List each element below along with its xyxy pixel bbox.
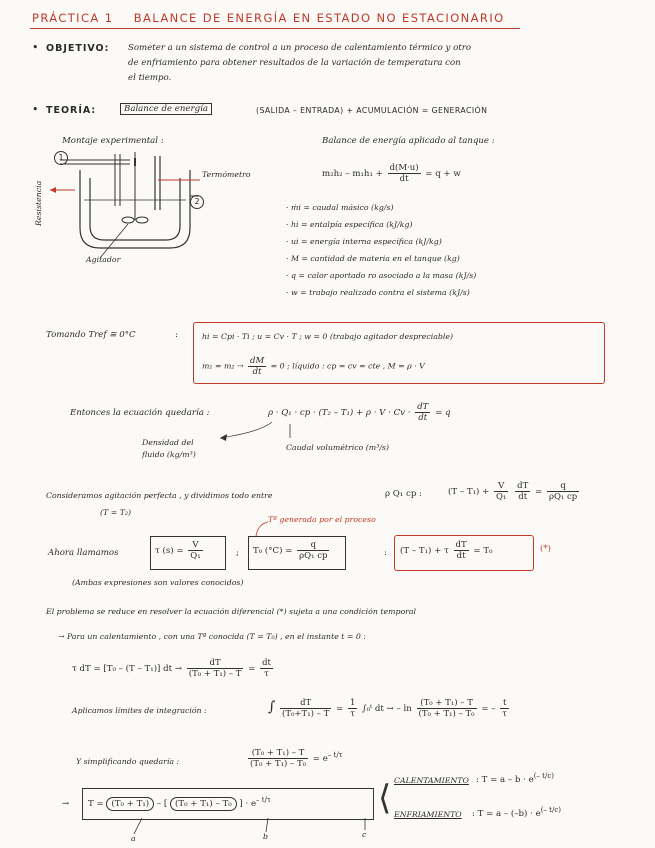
step-2-end-num: t bbox=[500, 698, 509, 709]
ode-star: (*) bbox=[540, 544, 552, 554]
thermometer-label: Termómetro bbox=[202, 170, 251, 179]
heating-exp: (– t/c) bbox=[533, 772, 554, 780]
final-t-equals: T = bbox=[88, 798, 104, 809]
tau-label: τ (s) = bbox=[155, 546, 184, 556]
perfect-mix-v-frac bbox=[494, 481, 508, 502]
perfect-mix-dt-den: dt bbox=[518, 492, 528, 502]
perfect-mix-condition: (T = T₂) bbox=[100, 508, 132, 517]
step-3-rhs: = e bbox=[312, 754, 328, 764]
practice-title bbox=[32, 11, 505, 25]
definition-item: · w = trabajo realizado contra el sistema (kJ/s) bbox=[286, 288, 470, 297]
final-close: ] · e bbox=[239, 798, 257, 809]
step-2-text: Aplicamos límites de integración : bbox=[72, 706, 207, 715]
step-3 bbox=[246, 748, 343, 769]
generated-arrow bbox=[250, 518, 274, 538]
step-2-frac-num: dT bbox=[280, 698, 331, 709]
perfect-mix-v-num: V bbox=[494, 481, 508, 492]
known-values-note: (Ambas expresiones son valores conocidos) bbox=[72, 578, 244, 587]
term-c: – t/τ bbox=[256, 796, 271, 804]
t0-definition bbox=[253, 540, 331, 561]
tank-balance-fraction bbox=[388, 163, 421, 184]
perfect-mix-v-den: Q₁ bbox=[496, 492, 507, 502]
step-2-tau-den: τ bbox=[350, 709, 355, 719]
step-1-fraction bbox=[187, 658, 244, 679]
ode-frac-den: dt bbox=[456, 551, 466, 561]
cooling-equation bbox=[472, 806, 561, 819]
ode-fraction bbox=[454, 540, 469, 561]
define-separator: ; bbox=[236, 548, 239, 558]
step-2-frac-den: (T₀+T₁) – T bbox=[282, 709, 330, 719]
step-2-end-frac bbox=[500, 698, 509, 719]
density-note: Densidad del bbox=[142, 438, 194, 447]
tau-frac-num: V bbox=[188, 540, 202, 551]
step-2-tau-num: 1 bbox=[349, 698, 356, 708]
define-colon: : bbox=[384, 548, 387, 558]
reduce-line: El problema se reduce en resolver la ecuación diferencial (*) sujeta a una condición temporal bbox=[46, 607, 417, 616]
perfect-mix-equation bbox=[448, 481, 581, 502]
inlet-number: 1 bbox=[54, 151, 68, 165]
final-equation bbox=[88, 796, 271, 811]
step-2-fraction bbox=[280, 698, 331, 719]
practice-number: PRÁCTICA 1 bbox=[32, 11, 114, 25]
final-minus: – [ bbox=[156, 798, 168, 809]
heating-eq: : T = a – b · e bbox=[476, 774, 534, 785]
now-define-text: Ahora llamamos bbox=[48, 548, 119, 558]
theory-label: TEORÍA: bbox=[46, 105, 97, 116]
flow-note: Caudal volumétrico (m³/s) bbox=[286, 443, 389, 452]
theory-equation-words: (SALIDA – ENTRADA) + ACUMULACIÓN = GENERACIÓN bbox=[256, 106, 488, 115]
tank-balance-title: Balance de energía aplicado al tanque : bbox=[322, 136, 495, 146]
perfect-mix-divisor: ρ Q₁ cp : bbox=[385, 489, 422, 499]
ode-lhs: (T – T₁) + τ bbox=[400, 546, 449, 556]
then-frac-den: dt bbox=[418, 413, 428, 423]
tank-balance-frac-num: d(M·u) bbox=[389, 163, 419, 173]
objective-line-2: de enfriamiento para obtener resultados de la variación de temperatura con bbox=[128, 58, 461, 68]
cooling-label: ENFRIAMIENTO bbox=[394, 810, 462, 819]
perfect-mix-q-den: ρQ₁ cp bbox=[548, 492, 578, 502]
term-a: (T₀ + T₁) bbox=[106, 797, 154, 811]
then-eq-body: ρ · Q₁ · cp · (T₂ – T₁) + ρ · V · Cv · bbox=[268, 408, 411, 418]
brace: ⟨ bbox=[378, 778, 392, 818]
step-3-text: Y simplificando quedaría : bbox=[76, 757, 180, 766]
then-fraction bbox=[415, 402, 430, 423]
reference-frac-den: dt bbox=[252, 367, 262, 377]
definition-item: · M = cantidad de materia en el tanque (kg) bbox=[286, 254, 460, 263]
step-2-ln-den: (T₀ + T₁) – T₀ bbox=[418, 709, 475, 719]
objective-line-1: Someter a un sistema de control a un proceso de calentamiento térmico y otro bbox=[128, 43, 471, 53]
setup-title: Montaje experimental : bbox=[62, 136, 164, 146]
tau-frac-den: Q₁ bbox=[190, 551, 201, 561]
step-1-frac-den: (T₀ + T₁) – T bbox=[188, 669, 242, 679]
t0-frac-num: q bbox=[297, 540, 329, 551]
outlet-number: 2 bbox=[190, 195, 204, 209]
step-3-frac-den: (T₀ + T₁) – T₀ bbox=[250, 759, 307, 769]
reference-colon: : bbox=[175, 330, 178, 340]
step-1-frac-num: dT bbox=[187, 658, 244, 669]
tau-fraction bbox=[188, 540, 202, 561]
label-b: b bbox=[263, 832, 268, 841]
definition-item: · ṁi = caudal másico (kg/s) bbox=[286, 203, 394, 212]
reference-text: Tomando Tref ≅ 0°C bbox=[46, 330, 136, 340]
step-2-integral-dt: ∫₀ᵗ dt → – ln bbox=[362, 704, 412, 714]
step-3-frac-num: (T₀ + T₁) – T bbox=[248, 748, 308, 759]
label-a: a bbox=[131, 834, 136, 843]
term-b: (T₀ + T₁) – T₀ bbox=[170, 797, 237, 811]
definition-item: · q = calor aportado ro asociado a la masa (kJ/s) bbox=[286, 271, 477, 280]
agitator-label: Agitador bbox=[86, 255, 121, 264]
step-1-equals: = bbox=[248, 664, 256, 674]
ode-equation bbox=[400, 540, 493, 561]
tank-diagram bbox=[40, 148, 240, 268]
t0-label: T₀ (°C) = bbox=[253, 546, 293, 556]
perfect-mix-equals: = bbox=[535, 487, 543, 497]
step-3-fraction bbox=[248, 748, 308, 769]
ode-rhs: = T₀ bbox=[473, 546, 493, 556]
step-2-equals: = bbox=[336, 704, 344, 714]
step-1-lhs: τ dT = [T₀ – (T – T₁)] dt → bbox=[72, 664, 183, 674]
perfect-mix-q-frac bbox=[547, 481, 579, 502]
integral-symbol: ∫ bbox=[268, 699, 276, 715]
perfect-mix-text: Consideramos agitación perfecta , y dividimos todo entre bbox=[46, 491, 273, 500]
step-2-ln-num: (T₀ + T₁) – T bbox=[417, 698, 477, 709]
label-c: c bbox=[362, 830, 367, 839]
step-2-tau-frac bbox=[348, 698, 357, 719]
tank-balance-frac-den: dt bbox=[399, 174, 409, 184]
step-2-end: = – bbox=[481, 704, 496, 714]
reference-frac-num: dM bbox=[250, 356, 265, 366]
tank-balance-equation bbox=[322, 163, 461, 184]
reference-row-2a: m₁ = m₂ → bbox=[202, 361, 244, 371]
reference-row-2b: = 0 ; líquido : cp = cv = cte , M = ρ · V bbox=[270, 361, 425, 371]
reference-fraction bbox=[248, 356, 266, 377]
definition-item: · hi = entalpía específica (kJ/kg) bbox=[286, 220, 413, 229]
step-1-rhs-fraction bbox=[260, 658, 273, 679]
step-1-rhs-den: τ bbox=[264, 669, 269, 679]
t0-frac-den: ρQ₁ cp bbox=[299, 551, 328, 561]
definition-item: · ui = energía interna específica (kJ/kg) bbox=[286, 237, 442, 246]
t0-fraction bbox=[297, 540, 329, 561]
cooling-eq: : T = a – (–b) · e bbox=[472, 808, 541, 819]
then-frac-num: dT bbox=[417, 402, 429, 412]
objective-line-3: el tiempo. bbox=[128, 73, 172, 83]
resistance-label: Resistencia bbox=[34, 180, 43, 226]
reference-row-1: hi = Cpi · Ti ; u = Cv · T ; w = 0 (trabajo agitador despreciable) bbox=[202, 332, 454, 341]
then-text: Entonces la ecuación quedaría : bbox=[70, 408, 210, 418]
step-3-exponent: – t/τ bbox=[327, 751, 343, 760]
step-1 bbox=[72, 658, 275, 679]
generated-note: Tª generada por el proceso bbox=[268, 515, 376, 524]
density-note-2: fluido (kg/m³) bbox=[142, 450, 196, 459]
step-2-ln-frac bbox=[417, 698, 477, 719]
reference-row-2 bbox=[202, 356, 425, 377]
cooling-exp: (– t/c) bbox=[540, 806, 561, 814]
step-1-rhs-num: dt bbox=[262, 658, 271, 668]
theory-boxed-term: Balance de energía bbox=[120, 103, 212, 115]
objective-label: OBJETIVO: bbox=[46, 43, 110, 54]
tank-balance-rhs: = q + w bbox=[425, 169, 461, 179]
then-eq-end: = q bbox=[435, 408, 451, 418]
ode-frac-num: dT bbox=[455, 540, 467, 550]
perfect-mix-dt-num: dT bbox=[517, 481, 529, 491]
perfect-mix-q-num: q bbox=[547, 481, 579, 492]
step-2 bbox=[268, 698, 511, 719]
objective-bullet: • bbox=[32, 41, 39, 54]
perfect-mix-eq: (T – T₁) + bbox=[448, 487, 490, 497]
heating-equation bbox=[476, 772, 554, 785]
heating-condition: → Para un calentamiento , con una Tª conocida (T = T₀) , en el instante t = 0 : bbox=[58, 632, 366, 641]
practice-topic: BALANCE DE ENERGÍA EN ESTADO NO ESTACIONARIO bbox=[133, 11, 505, 25]
final-arrow: → bbox=[62, 799, 70, 809]
perfect-mix-dt-frac bbox=[515, 481, 530, 502]
theory-bullet: • bbox=[32, 103, 39, 116]
tank-balance-lhs: m₂h₂ – m₁h₁ + bbox=[322, 169, 383, 179]
step-2-end-den: τ bbox=[502, 709, 507, 719]
tau-definition bbox=[155, 540, 205, 561]
term-pointers bbox=[120, 818, 380, 842]
heating-label: CALENTAMIENTO bbox=[394, 776, 469, 785]
title-underline bbox=[30, 28, 520, 29]
